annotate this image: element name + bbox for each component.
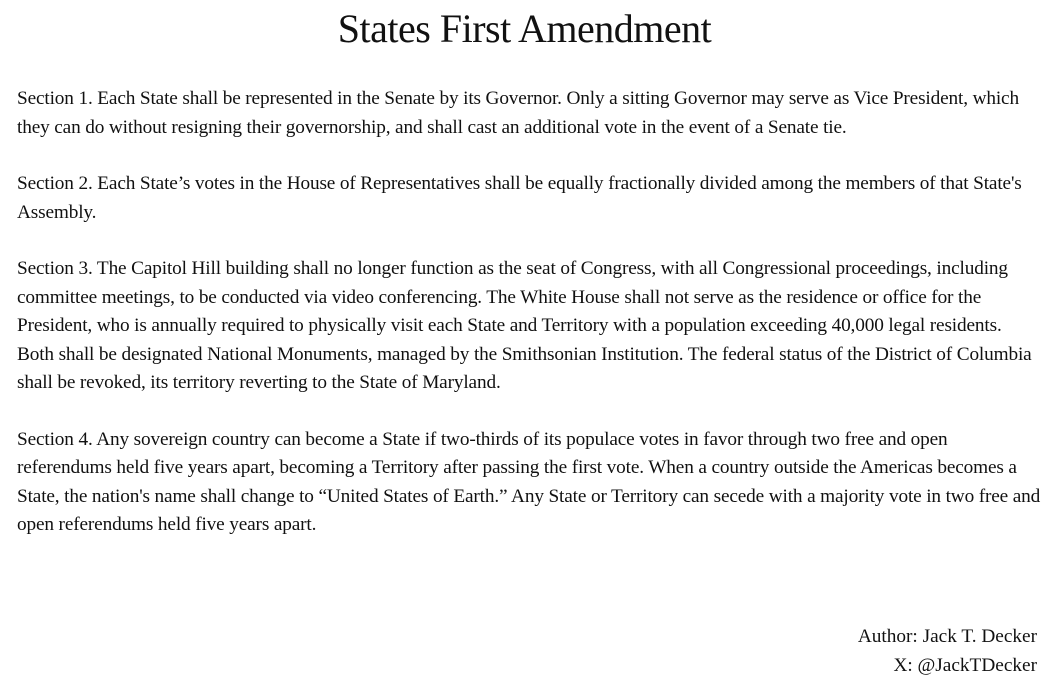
author-credit	[858, 623, 1037, 680]
section-3: Section 3. The Capitol Hill building shall no longer function as the seat of Congress, with all Congressional proceedings, including committee meetings, to be conducted via video conferencing. The White House shall not serve as the residence or office for the President, who is annually required to physically visit each State and Territory with a population exceeding 40,000 legal residents. Both shall be designated National Monuments, managed by the Smithsonian Institution. The federal status of the District of Columbia shall be revoked, its territory reverting to the State of Maryland.	[17, 258, 1032, 393]
document-title: States First Amendment	[337, 6, 712, 51]
section-2: Section 2. Each State’s votes in the House of Representatives shall be equally fractionally divided among the members of that State's Assembly.	[17, 173, 1022, 223]
section-4: Section 4. Any sovereign country can become a State if two-thirds of its populace votes in favor through two free and open referendums held five years apart, becoming a Territory after passing the first vote. When a country outside the Americas becomes a State, the nation's name shall change to “United States of Earth.” Any State or Territory can secede with a majority vote in two free and open referendums held five years apart.	[17, 428, 1041, 535]
author-social-handle: X: @JackTDecker	[893, 654, 1037, 676]
amendment-sections	[17, 85, 1041, 568]
author-name: Author: Jack T. Decker	[857, 626, 1037, 647]
section-1: Section 1. Each State shall be represented in the Senate by its Governor. Only a sitting Governor may serve as Vice President, which they can do without resigning their governorship, and shall cast an additional vote in the event of a Senate tie.	[17, 88, 1019, 138]
